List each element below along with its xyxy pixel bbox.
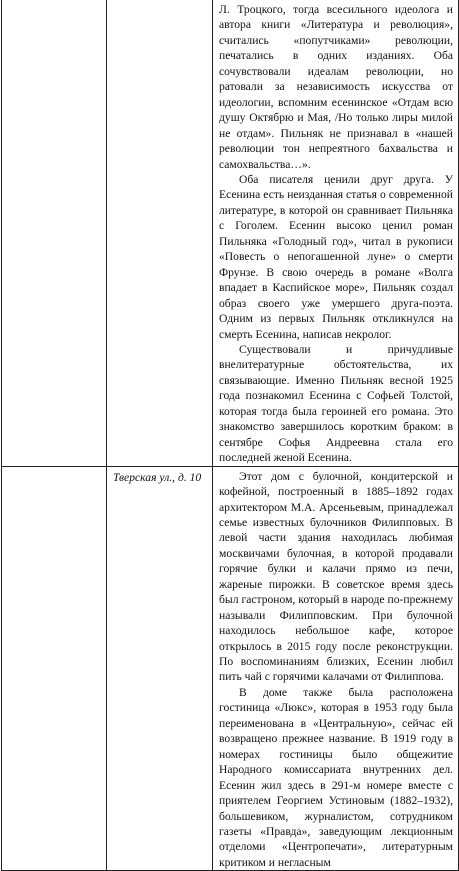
address-cell: Тверская ул., д. 10	[107, 466, 213, 871]
address-cell	[107, 0, 213, 466]
paragraph: Существовали и причудливые внелитературные обстоятельства, их связывающие. Именно Пильняк весной 1925 года познакомил Есенина с Софьей Толстой, которая тогда была героиней его романа. Это знакомство завершилось коротким браком: в сентябре Софья Андреевна стала его последней женой Есенина.	[219, 342, 453, 465]
paragraph: Л. Троцкого, тогда всесильного идеолога и автора книги «Литература и революция», считались «попутчиками» революции, печатались в одних изданиях. Оба сочувствовали идеалам революции, но ратовали за независимость искусства от идеологии, вспомним есенинское «Отдам всю душу Октябрю и Мая, /Но только лиры милой не отдам». Пильняк не признавал в «нашей революции тон непреятного бахвальства и самохвальства…».	[219, 3, 453, 171]
table-row	[2, 0, 459, 466]
paragraph: В доме также была расположена гостиница «Люкс», которая в 1953 году была переименована в «Центральную», сейчас ей возвращено прежнее название. В 1919 году в номерах гостиницы было общежитие Народного комиссариата внутренних дел. Есенин жил здесь в 291-м номере вместе с приятелем Георгием Устиновым (1882–1932), большевиком, журналистом, сотрудником газеты «Правда», заведующим лекционным отделоми «Центропечати», литературным критиком и негласным	[219, 685, 453, 869]
table-row	[2, 466, 459, 871]
description-cell	[213, 0, 459, 466]
table-cell-empty	[2, 466, 107, 871]
paragraph: Этот дом с булочной, кондитерской и кофейной, построенный в 1885–1892 годах архитектором М.А. Арсеньевым, принадлежал семье известных булочников Филипповых. В левой части здания находилась любимая москвичами булочная, в которой продавали горячие булки и калачи прямо из печи, жареные пирожки. В советское время здесь был гастроном, который в народе по-прежнему называли Филипповским. При булочной находилось небольшое кафе, которое открылось в 2015 году после реконструкции. По воспоминаниям близких, Есенин любил пить чай с горячими калачами от Филиппова.	[219, 469, 453, 684]
description-cell	[213, 466, 459, 871]
table-cell-empty	[2, 0, 107, 466]
places-table	[1, 0, 459, 871]
paragraph: Оба писателя ценили друг друга. У Есенина есть неизданная статья о современной литературе, в которой он сравнивает Пильняка с Гоголем. Есенин высоко ценил роман Пильняка «Голодный год», читал в рукописи «Повесть о непогашенной луне» о смерти Фрунзе. В свою очередь в романе «Волга впадает в Каспийское море», Пильняк создал образ своего уже умершего друга-поэта. Одним из первых Пильняк откликнулся на смерть Есенина, написав некролог.	[219, 172, 453, 341]
